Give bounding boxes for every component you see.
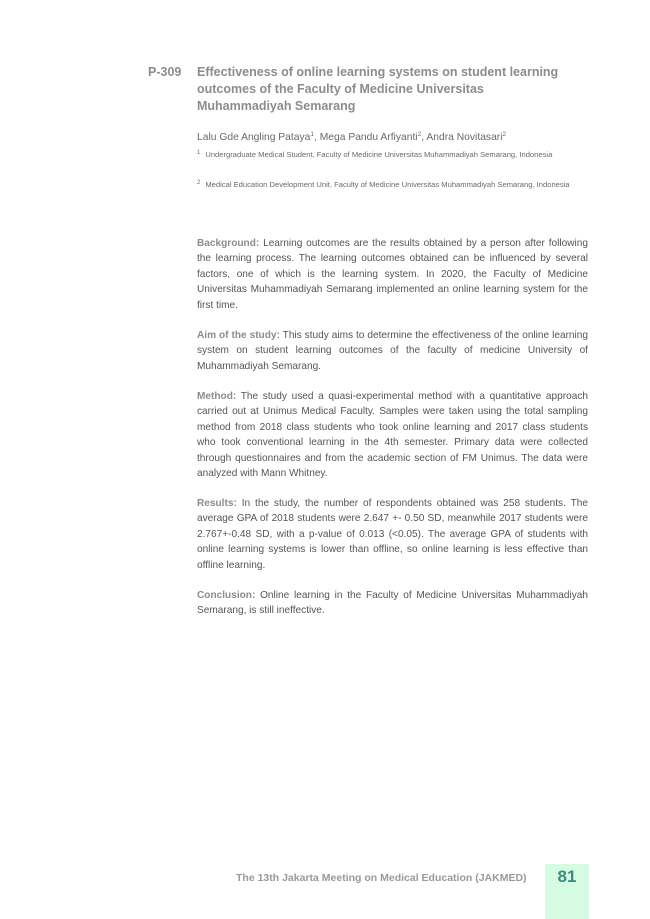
affiliation-mark: 1 bbox=[197, 150, 201, 156]
section-label: Conclusion: bbox=[197, 590, 256, 601]
abstract-title: Effectiveness of online learning systems on student learning outcomes of the Faculty of Medicine Universitas Muhammadiyah Semarang bbox=[197, 65, 559, 113]
author-separator: , bbox=[421, 132, 427, 143]
section-text: The study used a quasi-experimental method with a quantitative approach carried out at Unimus Medical Faculty. Samples were taken using the total sampling method from 2018 class students who took online learning and 2017 class students who took conventional learning in the 4th semester. Primary data were collected through questionnaires and from the academic section of FM Unimus. The data were analyzed with Mann Whitney. bbox=[197, 391, 588, 480]
section-method bbox=[197, 389, 588, 481]
abstract-header bbox=[148, 64, 598, 115]
affiliation-text: Medical Education Development Unit, Faculty of Medicine Universitas Muhammadiyah Semarang, Indonesia bbox=[205, 180, 570, 189]
author-name: Mega Pandu Arfiyanti bbox=[319, 132, 418, 143]
section-text: This study aims to determine the effectiveness of the online learning system on student learning outcomes of the faculty of medicine University of Muhammadiyah Semarang. bbox=[197, 330, 589, 372]
author-separator: , bbox=[313, 132, 320, 143]
section-label: Method: bbox=[197, 391, 237, 402]
author-affiliation-mark: 2 bbox=[502, 131, 507, 138]
author-name: Lalu Gde Angling Pataya bbox=[197, 132, 311, 143]
section-text: Online learning in the Faculty of Medicine Universitas Muhammadiyah Semarang, is still ineffective. bbox=[197, 590, 588, 617]
footer-conference-name: The 13th Jakarta Meeting on Medical Education (JAKMED) bbox=[236, 872, 527, 884]
abstract-code: P-309 bbox=[148, 65, 182, 79]
section-aim bbox=[197, 328, 588, 374]
affiliation bbox=[197, 146, 597, 162]
author-affiliation-mark: 2 bbox=[417, 131, 422, 138]
page-number-box bbox=[545, 864, 589, 919]
author-affiliation-mark: 1 bbox=[310, 131, 314, 138]
section-results bbox=[197, 496, 588, 573]
page-number: 81 bbox=[557, 867, 577, 886]
author-list bbox=[197, 128, 597, 145]
section-label: Background: bbox=[197, 238, 260, 249]
section-label: Results: bbox=[197, 498, 237, 509]
section-label: Aim of the study: bbox=[197, 330, 280, 341]
section-text: In the study, the number of respondents obtained was 258 students. The average GPA of 2018 students were 2.647 +- 0.50 SD, meanwhile 2017 students were 2.767+-0.48 SD, with a p-value of 0.013 (<0.05). The average GPA of students with online learning systems is lower than offline, so online learning is less effective than offline learning. bbox=[197, 498, 588, 571]
section-background bbox=[197, 236, 588, 313]
affiliation bbox=[197, 176, 597, 192]
affiliation-mark: 2 bbox=[197, 180, 201, 186]
author-name: Andra Novitasari bbox=[426, 132, 503, 143]
section-text: Learning outcomes are the results obtained by a person after following the learning process. The learning outcomes obtained can be influenced by several factors, one of which is the learning system. In 2020, the Faculty of Medicine Universitas Muhammadiyah Semarang implemented an online learning system for the first time. bbox=[197, 238, 588, 311]
section-conclusion bbox=[197, 588, 588, 619]
affiliation-text: Undergraduate Medical Student, Faculty of Medicine Universitas Muhammadiyah Semarang, Indonesia bbox=[205, 150, 553, 159]
